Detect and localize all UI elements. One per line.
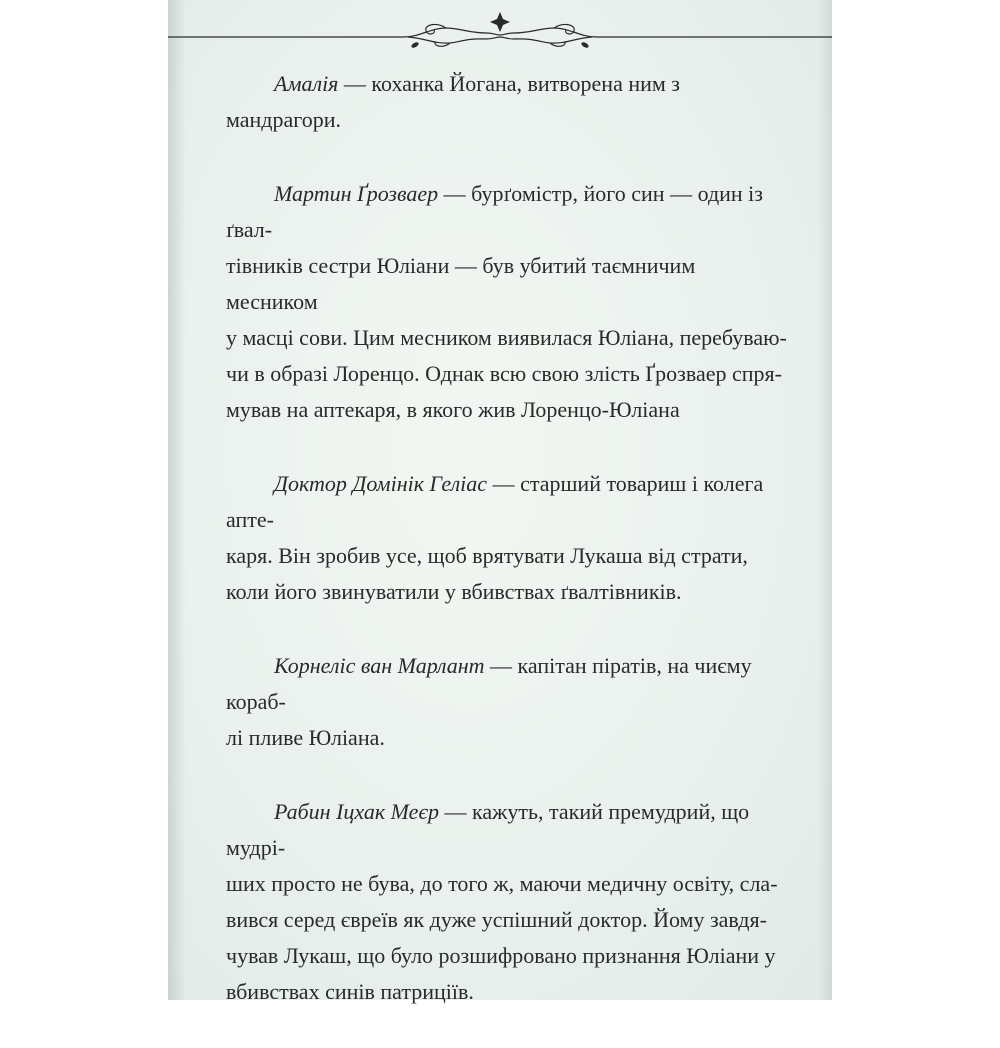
entry-line: у масці сови. Цим месником виявилася Юліана, перебуваю- [226,325,787,350]
entry-grozvaer [226,176,791,428]
entry-line: вбивствах синів патриціїв. [226,979,474,1004]
entry-line: коли його звинуватили у вбивствах ґвалтівників. [226,579,682,604]
character-name: Доктор Домінік Геліас [274,471,488,496]
entry-line: — коханка Йогана, витворена ним з мандрагори. [226,71,681,132]
entry-line: каря. Він зробив усе, щоб врятувати Лукаша від страти, [226,543,748,568]
entry-line: вився серед євреїв як дуже успішний доктор. Йому завдя- [226,907,767,932]
page-gutter-shadow [168,0,186,1000]
entry-line: чував Лукаш, що було розшифровано признання Юліани у [226,943,776,968]
page-edge-shadow [818,0,832,1000]
character-list [226,66,791,1048]
entry-gelias [226,466,791,610]
book-page [168,0,832,1004]
ornament-leaf-icon [580,41,589,49]
character-name: Рабин Іцхак Меєр [274,799,440,824]
entry-marlant [226,648,791,756]
entry-amalia [226,66,791,138]
entry-line: чи в образі Лоренцо. Однак всю свою злість Ґрозваер спря- [226,361,782,386]
entry-line: — капітан піратів, на чиєму кораб- [226,653,752,714]
ornament-star-icon [490,12,510,32]
character-name: Амалія [274,71,339,96]
entry-line: — кажуть, такий премудрий, що мудрі- [226,799,750,860]
entry-line: мував на аптекаря, в якого жив Лоренцо-Юліана [226,397,680,422]
entry-line: лі пливе Юліана. [226,725,385,750]
header-ornament [168,0,832,52]
entry-meer [226,794,791,1010]
character-name: Мартин Ґрозваер [274,181,439,206]
entry-line: — старший товариш і колега апте- [226,471,764,532]
ornament-leaf-icon [410,41,419,49]
character-name: Корнеліс ван Марлант [274,653,485,678]
entry-line: тівників сестри Юліани — був убитий таємничим месником [226,253,696,314]
entry-line: — бурґомістр, його син — один із ґвал- [226,181,763,242]
entry-line: ших просто не бува, до того ж, маючи медичну освіту, сла- [226,871,778,896]
